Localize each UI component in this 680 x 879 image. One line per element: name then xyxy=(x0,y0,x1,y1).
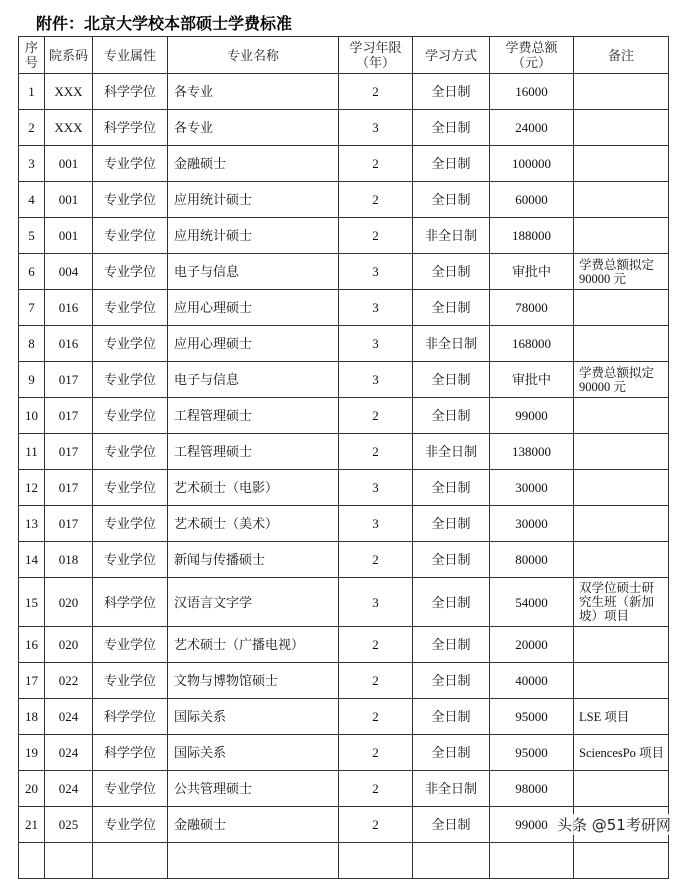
cell-no: 16 xyxy=(19,627,45,663)
cell-fee: 78000 xyxy=(490,290,574,326)
cell-no: 7 xyxy=(19,290,45,326)
cell-note xyxy=(574,146,669,182)
cell-note xyxy=(574,182,669,218)
table-row xyxy=(19,699,669,735)
cell-fee: 95000 xyxy=(490,699,574,735)
cell-name: 工程管理硕士 xyxy=(168,398,339,434)
table-row xyxy=(19,843,669,879)
cell-name: 新闻与传播硕士 xyxy=(168,542,339,578)
cell-no: 17 xyxy=(19,663,45,699)
cell-no: 14 xyxy=(19,542,45,578)
cell-name: 应用心理硕士 xyxy=(168,290,339,326)
cell-no: 21 xyxy=(19,807,45,843)
cell-fee: 54000 xyxy=(490,578,574,627)
cell-no: 9 xyxy=(19,362,45,398)
tuition-table xyxy=(18,36,669,879)
cell-empty xyxy=(93,843,168,879)
cell-dept: 017 xyxy=(45,398,93,434)
cell-dept: 001 xyxy=(45,146,93,182)
cell-note xyxy=(574,326,669,362)
table-row xyxy=(19,254,669,290)
cell-dept: 017 xyxy=(45,506,93,542)
cell-note: LSE 项目 xyxy=(574,699,669,735)
cell-name: 艺术硕士（电影） xyxy=(168,470,339,506)
cell-fee: 188000 xyxy=(490,218,574,254)
cell-name: 各专业 xyxy=(168,74,339,110)
cell-attr: 专业学位 xyxy=(93,506,168,542)
table-row xyxy=(19,470,669,506)
cell-fee: 30000 xyxy=(490,470,574,506)
cell-note xyxy=(574,663,669,699)
cell-fee: 24000 xyxy=(490,110,574,146)
cell-mode: 全日制 xyxy=(413,807,490,843)
cell-note xyxy=(574,627,669,663)
table-header-row xyxy=(19,37,669,74)
cell-attr: 专业学位 xyxy=(93,663,168,699)
cell-years: 2 xyxy=(339,434,413,470)
cell-mode: 全日制 xyxy=(413,398,490,434)
cell-years: 3 xyxy=(339,290,413,326)
cell-attr: 专业学位 xyxy=(93,807,168,843)
cell-note: 学费总额拟定90000 元 xyxy=(574,362,669,398)
cell-mode: 非全日制 xyxy=(413,326,490,362)
cell-attr: 科学学位 xyxy=(93,699,168,735)
cell-name: 金融硕士 xyxy=(168,146,339,182)
cell-mode: 全日制 xyxy=(413,627,490,663)
cell-attr: 科学学位 xyxy=(93,735,168,771)
cell-empty xyxy=(574,843,669,879)
cell-mode: 全日制 xyxy=(413,146,490,182)
header-fee: 学费总额（元） xyxy=(490,37,574,74)
cell-attr: 科学学位 xyxy=(93,74,168,110)
cell-years: 2 xyxy=(339,663,413,699)
cell-no: 3 xyxy=(19,146,45,182)
cell-name: 艺术硕士（美术） xyxy=(168,506,339,542)
header-dept: 院系码 xyxy=(45,37,93,74)
table-row xyxy=(19,398,669,434)
cell-mode: 全日制 xyxy=(413,506,490,542)
cell-mode: 全日制 xyxy=(413,578,490,627)
cell-name: 文物与博物馆硕士 xyxy=(168,663,339,699)
cell-no: 2 xyxy=(19,110,45,146)
cell-attr: 专业学位 xyxy=(93,218,168,254)
header-name: 专业名称 xyxy=(168,37,339,74)
cell-dept: 004 xyxy=(45,254,93,290)
cell-empty xyxy=(45,843,93,879)
cell-years: 3 xyxy=(339,506,413,542)
cell-years: 2 xyxy=(339,146,413,182)
cell-dept: 001 xyxy=(45,182,93,218)
cell-name: 各专业 xyxy=(168,110,339,146)
cell-attr: 专业学位 xyxy=(93,146,168,182)
cell-name: 金融硕士 xyxy=(168,807,339,843)
cell-fee: 16000 xyxy=(490,74,574,110)
cell-mode: 全日制 xyxy=(413,735,490,771)
cell-fee: 40000 xyxy=(490,663,574,699)
cell-dept: 020 xyxy=(45,578,93,627)
cell-no: 8 xyxy=(19,326,45,362)
table-row xyxy=(19,663,669,699)
cell-fee: 30000 xyxy=(490,506,574,542)
cell-attr: 专业学位 xyxy=(93,398,168,434)
cell-note xyxy=(574,218,669,254)
header-attr: 专业属性 xyxy=(93,37,168,74)
cell-note xyxy=(574,542,669,578)
cell-dept: 020 xyxy=(45,627,93,663)
cell-fee: 98000 xyxy=(490,771,574,807)
cell-no: 19 xyxy=(19,735,45,771)
table-row xyxy=(19,506,669,542)
cell-years: 2 xyxy=(339,218,413,254)
cell-dept: 018 xyxy=(45,542,93,578)
cell-note: 学费总额拟定90000 元 xyxy=(574,254,669,290)
cell-mode: 非全日制 xyxy=(413,434,490,470)
table-row xyxy=(19,362,669,398)
cell-name: 应用统计硕士 xyxy=(168,218,339,254)
cell-dept: 025 xyxy=(45,807,93,843)
cell-attr: 科学学位 xyxy=(93,110,168,146)
cell-dept: 022 xyxy=(45,663,93,699)
header-note: 备注 xyxy=(574,37,669,74)
cell-no: 10 xyxy=(19,398,45,434)
cell-dept: 024 xyxy=(45,771,93,807)
header-mode: 学习方式 xyxy=(413,37,490,74)
cell-mode: 全日制 xyxy=(413,110,490,146)
cell-note: 双学位硕士研究生班（新加坡）项目 xyxy=(574,578,669,627)
cell-fee: 138000 xyxy=(490,434,574,470)
table-row xyxy=(19,218,669,254)
cell-fee: 审批中 xyxy=(490,254,574,290)
cell-years: 3 xyxy=(339,362,413,398)
cell-name: 国际关系 xyxy=(168,699,339,735)
cell-no: 1 xyxy=(19,74,45,110)
cell-no: 5 xyxy=(19,218,45,254)
cell-no: 12 xyxy=(19,470,45,506)
cell-fee: 99000 xyxy=(490,398,574,434)
cell-note xyxy=(574,470,669,506)
cell-years: 2 xyxy=(339,182,413,218)
cell-fee: 95000 xyxy=(490,735,574,771)
cell-name: 国际关系 xyxy=(168,735,339,771)
header-no: 序号 xyxy=(19,37,45,74)
cell-attr: 专业学位 xyxy=(93,627,168,663)
cell-dept: XXX xyxy=(45,74,93,110)
cell-dept: 016 xyxy=(45,290,93,326)
cell-dept: 024 xyxy=(45,735,93,771)
cell-mode: 全日制 xyxy=(413,542,490,578)
cell-attr: 专业学位 xyxy=(93,182,168,218)
cell-empty xyxy=(339,843,413,879)
cell-years: 2 xyxy=(339,398,413,434)
cell-attr: 专业学位 xyxy=(93,290,168,326)
cell-no: 20 xyxy=(19,771,45,807)
table-row xyxy=(19,74,669,110)
cell-mode: 非全日制 xyxy=(413,218,490,254)
cell-name: 艺术硕士（广播电视） xyxy=(168,627,339,663)
cell-fee: 99000 xyxy=(490,807,574,843)
table-row xyxy=(19,326,669,362)
table-row xyxy=(19,771,669,807)
cell-note xyxy=(574,506,669,542)
cell-fee: 60000 xyxy=(490,182,574,218)
cell-no: 11 xyxy=(19,434,45,470)
cell-fee: 168000 xyxy=(490,326,574,362)
cell-note xyxy=(574,771,669,807)
cell-note xyxy=(574,110,669,146)
cell-no: 18 xyxy=(19,699,45,735)
cell-attr: 专业学位 xyxy=(93,542,168,578)
cell-note xyxy=(574,398,669,434)
cell-name: 电子与信息 xyxy=(168,254,339,290)
cell-mode: 非全日制 xyxy=(413,771,490,807)
cell-name: 应用统计硕士 xyxy=(168,182,339,218)
cell-empty xyxy=(413,843,490,879)
cell-attr: 专业学位 xyxy=(93,771,168,807)
cell-note: SciencesPo 项目 xyxy=(574,735,669,771)
table-row xyxy=(19,290,669,326)
cell-dept: 016 xyxy=(45,326,93,362)
cell-mode: 全日制 xyxy=(413,699,490,735)
cell-no: 6 xyxy=(19,254,45,290)
cell-attr: 专业学位 xyxy=(93,254,168,290)
cell-fee: 审批中 xyxy=(490,362,574,398)
table-row xyxy=(19,735,669,771)
cell-name: 应用心理硕士 xyxy=(168,326,339,362)
cell-note xyxy=(574,74,669,110)
cell-name: 电子与信息 xyxy=(168,362,339,398)
cell-no: 15 xyxy=(19,578,45,627)
cell-attr: 专业学位 xyxy=(93,326,168,362)
table-row xyxy=(19,627,669,663)
cell-mode: 全日制 xyxy=(413,362,490,398)
cell-no: 4 xyxy=(19,182,45,218)
cell-fee: 100000 xyxy=(490,146,574,182)
cell-years: 2 xyxy=(339,735,413,771)
watermark: 头条 @51考研网 xyxy=(557,816,671,834)
cell-years: 3 xyxy=(339,254,413,290)
cell-dept: 017 xyxy=(45,362,93,398)
table-row xyxy=(19,578,669,627)
cell-empty xyxy=(19,843,45,879)
cell-attr: 科学学位 xyxy=(93,578,168,627)
cell-attr: 专业学位 xyxy=(93,470,168,506)
table-row xyxy=(19,542,669,578)
cell-note xyxy=(574,290,669,326)
cell-years: 2 xyxy=(339,699,413,735)
cell-attr: 专业学位 xyxy=(93,434,168,470)
cell-fee: 80000 xyxy=(490,542,574,578)
cell-mode: 全日制 xyxy=(413,254,490,290)
header-years: 学习年限（年） xyxy=(339,37,413,74)
cell-years: 3 xyxy=(339,578,413,627)
cell-note xyxy=(574,434,669,470)
cell-years: 2 xyxy=(339,74,413,110)
table-row xyxy=(19,182,669,218)
cell-years: 3 xyxy=(339,326,413,362)
cell-attr: 专业学位 xyxy=(93,362,168,398)
cell-mode: 全日制 xyxy=(413,290,490,326)
cell-name: 公共管理硕士 xyxy=(168,771,339,807)
cell-no: 13 xyxy=(19,506,45,542)
cell-dept: XXX xyxy=(45,110,93,146)
cell-mode: 全日制 xyxy=(413,663,490,699)
cell-mode: 全日制 xyxy=(413,74,490,110)
cell-years: 2 xyxy=(339,542,413,578)
document-title: 附件：北京大学校本部硕士学费标准 xyxy=(36,14,293,33)
cell-dept: 024 xyxy=(45,699,93,735)
cell-mode: 全日制 xyxy=(413,182,490,218)
cell-dept: 017 xyxy=(45,470,93,506)
table-row xyxy=(19,110,669,146)
cell-years: 2 xyxy=(339,627,413,663)
cell-empty xyxy=(168,843,339,879)
cell-fee: 20000 xyxy=(490,627,574,663)
cell-empty xyxy=(490,843,574,879)
table-row xyxy=(19,146,669,182)
cell-dept: 017 xyxy=(45,434,93,470)
cell-years: 2 xyxy=(339,771,413,807)
cell-mode: 全日制 xyxy=(413,470,490,506)
cell-name: 工程管理硕士 xyxy=(168,434,339,470)
table-row xyxy=(19,434,669,470)
cell-years: 3 xyxy=(339,110,413,146)
cell-dept: 001 xyxy=(45,218,93,254)
cell-name: 汉语言文字学 xyxy=(168,578,339,627)
cell-years: 2 xyxy=(339,807,413,843)
cell-years: 3 xyxy=(339,470,413,506)
